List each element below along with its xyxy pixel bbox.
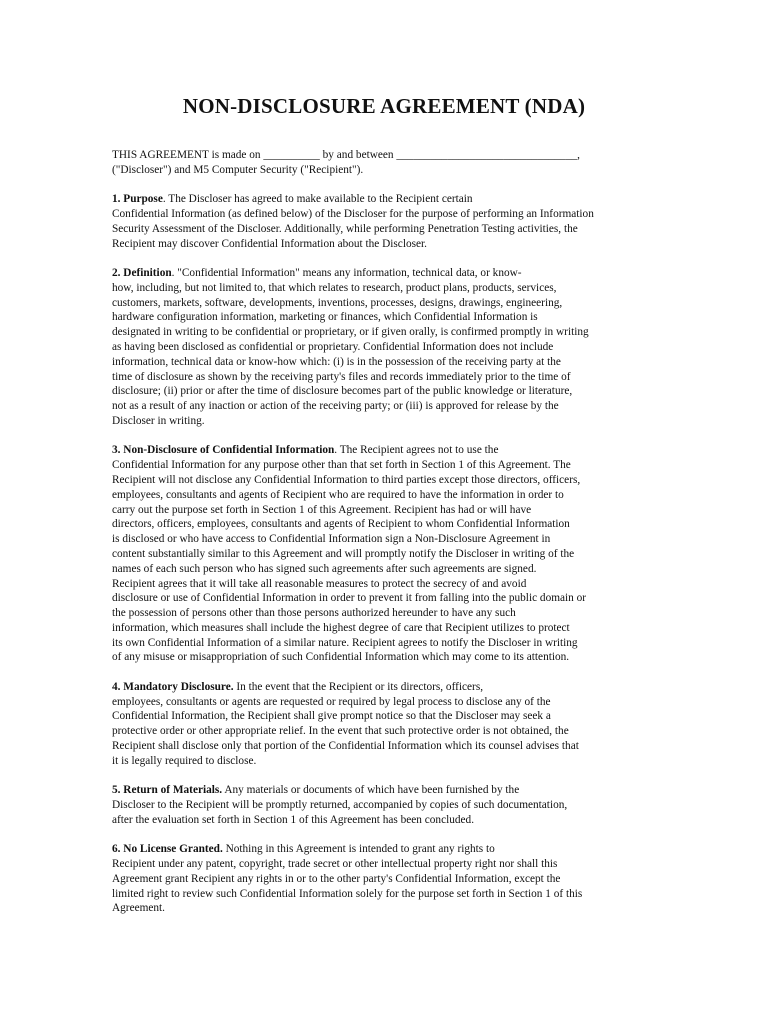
section-line: as having been disclosed as confidential or proprietary. Confidential Information does not include bbox=[112, 340, 554, 353]
section-line: after the evaluation set forth in Section 1 of this Agreement has been concluded. bbox=[112, 813, 475, 826]
section-line: how, including, but not limited to, that which relates to research, product plans, products, services, bbox=[112, 281, 557, 294]
section-first-line-text: In the event that the Recipient or its directors, officers, bbox=[233, 680, 484, 693]
section-heading: 5. Return of Materials. bbox=[112, 784, 223, 797]
section-line: customers, markets, software, developments, inventions, processes, designs, drawings, engineering, bbox=[112, 296, 563, 309]
section-line: Agreement. bbox=[112, 902, 166, 915]
section-line: hardware configuration information, marketing or finances, which Confidential Information is bbox=[112, 311, 538, 324]
section-line: is disclosed or who have access to Confidential Information sign a Non-Disclosure Agreement in bbox=[112, 533, 551, 546]
section-heading: 1. Purpose bbox=[112, 193, 163, 206]
section-line: employees, consultants and agents of Recipient who are required to have the information in order to bbox=[112, 488, 564, 501]
section-line: Recipient under any patent, copyright, trade secret or other intellectual property right nor shall this bbox=[112, 858, 558, 871]
section-line: Agreement grant Recipient any rights in or to the other party's Confidential Information, except the bbox=[112, 872, 561, 885]
section-line: its own Confidential Information of a similar nature. Recipient agrees to notify the Discloser in writing bbox=[112, 636, 578, 649]
section-return-of-materials-paragraph bbox=[112, 783, 652, 827]
section-first-line bbox=[112, 443, 652, 458]
section-line: disclosure; (ii) prior or after the time of disclosure becomes part of the public knowledge or literature, bbox=[112, 385, 573, 398]
section-line: Confidential Information (as defined below) of the Discloser for the purpose of performing an Information bbox=[112, 207, 594, 220]
section-line: disclosure or use of Confidential Information in order to prevent it from falling into the public domain or bbox=[112, 592, 587, 605]
section-line: Recipient may discover Confidential Information about the Discloser. bbox=[112, 237, 427, 250]
section-line: Discloser in writing. bbox=[112, 414, 205, 427]
section-line: protective order or other appropriate relief. In the event that such protective order is not obtained, the bbox=[112, 725, 569, 738]
section-line: Recipient will not disclose any Confidential Information to third parties except those directors, officers, bbox=[112, 473, 581, 486]
section-first-line bbox=[112, 192, 652, 207]
section-line: information, technical data or know-how which: (i) is in the possession of the receiving party at the bbox=[112, 355, 561, 368]
section-line: Security Assessment of the Discloser. Additionally, while performing Penetration Testing activities, the bbox=[112, 222, 578, 235]
section-line: the possession of persons other than those persons authorized hereunder to have any such bbox=[112, 607, 516, 620]
section-first-line bbox=[112, 842, 652, 857]
section-line: it is legally required to disclose. bbox=[112, 754, 257, 767]
section-first-line-text: . The Discloser has agreed to make available to the Recipient certain bbox=[162, 193, 473, 206]
intro-line: THIS AGREEMENT is made on __________ by and between ________________________________, bbox=[112, 149, 580, 161]
section-first-line-text: . "Confidential Information" means any information, technical data, or know- bbox=[171, 266, 522, 279]
section-definition-paragraph bbox=[112, 266, 652, 429]
section-line: Recipient shall disclose only that portion of the Confidential Information which its counsel advises that bbox=[112, 740, 579, 753]
section-line: names of each such person who has signed such agreements after such agreements are signed. bbox=[112, 562, 537, 575]
section-first-line bbox=[112, 783, 652, 798]
section-line: carry out the purpose set forth in Section 1 of this Agreement. Recipient has had or will have bbox=[112, 503, 532, 516]
section-no-license-granted-paragraph bbox=[112, 842, 652, 916]
intro-paragraph bbox=[112, 148, 652, 178]
section-non-disclosure-paragraph bbox=[112, 443, 652, 665]
section-line: information, which measures shall include the highest degree of care that Recipient utilizes to protect bbox=[112, 621, 570, 634]
section-line: directors, officers, employees, consultants and agents of Recipient to whom Confidential Information bbox=[112, 518, 570, 531]
section-first-line-text: Nothing in this Agreement is intended to grant any rights to bbox=[222, 843, 495, 856]
section-line: of any misuse or misappropriation of such Confidential Information which may come to its attention. bbox=[112, 651, 570, 664]
section-mandatory-disclosure-paragraph bbox=[112, 680, 652, 769]
section-first-line-text: . The Recipient agrees not to use the bbox=[334, 444, 499, 457]
section-heading: 6. No License Granted. bbox=[112, 843, 223, 856]
section-line: Recipient agrees that it will take all reasonable measures to protect the secrecy of and avoid bbox=[112, 577, 527, 590]
section-line: not as a result of any inaction or action of the receiving party; or (iii) is approved for release by the bbox=[112, 400, 559, 413]
section-line: Confidential Information for any purpose other than that set forth in Section 1 of this Agreement. The bbox=[112, 459, 571, 472]
section-heading: 3. Non-Disclosure of Confidential Information bbox=[112, 444, 335, 457]
document-body bbox=[112, 148, 652, 931]
section-line: content substantially similar to this Agreement and will promptly notify the Discloser in writing of the bbox=[112, 547, 575, 560]
section-heading: 2. Definition bbox=[112, 266, 172, 279]
section-heading: 4. Mandatory Disclosure. bbox=[112, 680, 234, 693]
section-line: Confidential Information, the Recipient shall give prompt notice so that the Discloser may seek a bbox=[112, 710, 551, 723]
document-title: NON-DISCLOSURE AGREEMENT (NDA) bbox=[182, 94, 586, 118]
section-first-line bbox=[112, 680, 652, 695]
section-first-line bbox=[112, 266, 652, 281]
section-line: time of disclosure as shown by the receiving party's files and records immediately prior to the time of bbox=[112, 370, 571, 383]
section-first-line-text: Any materials or documents of which have been furnished by the bbox=[222, 784, 520, 797]
section-line: limited right to review such Confidential Information solely for the purpose set forth in Section 1 of this bbox=[112, 887, 583, 900]
section-line: employees, consultants or agents are requested or required by legal process to disclose any of the bbox=[112, 695, 551, 708]
section-purpose-paragraph bbox=[112, 192, 652, 251]
sections-container bbox=[112, 192, 652, 916]
section-line: designated in writing to be confidential or proprietary, or if given orally, is confirmed promptly in writing bbox=[112, 326, 589, 339]
intro-line: ("Discloser") and M5 Computer Security ("Recipient"). bbox=[112, 163, 364, 176]
section-line: Discloser to the Recipient will be promptly returned, accompanied by copies of such documentation, bbox=[112, 799, 568, 812]
